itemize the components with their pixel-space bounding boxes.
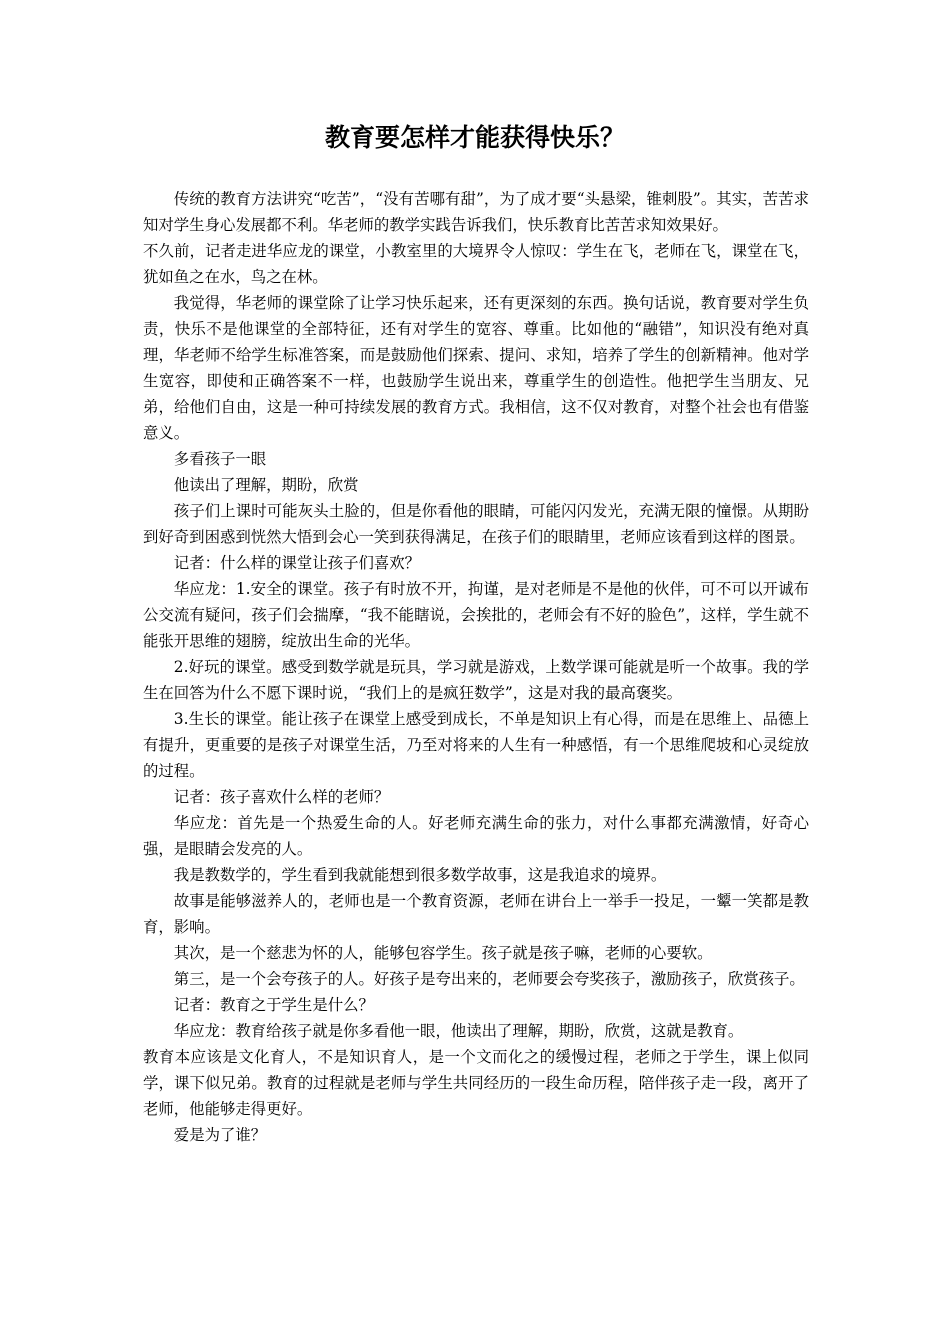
interview-answer: 2.好玩的课堂。感受到数学就是玩具，学习就是游戏，上数学课可能就是听一个故事。我的学生在回答为什么不愿下课时说，“我们上的是疯狂数学”，这是对我的最高褒奖。 xyxy=(143,658,809,702)
paragraph: 我觉得，华老师的课堂除了让学习快乐起来，还有更深刻的东西。换句话说，教育要对学生负责，快乐不是他课堂的全部特征，还有对学生的宽容、尊重。比如他的“融错”，知识没有绝对真理，华老师不给学生标准答案，而是鼓励他们探索、提问、求知，培养了学生的创新精神。他对学生宽容，即使和正确答案不一样，也鼓励学生说出来，尊重学生的创造性。他把学生当朋友、兄弟，给他们自由，这是一种可持续发展的教育方式。我相信，这不仅对教育，对整个社会也有借鉴意义。 xyxy=(143,294,809,442)
paragraph: 我是教数学的，学生看到我就能想到很多数学故事，这是我追求的境界。 xyxy=(173,866,667,884)
interview-answer: 华应龙：1.安全的课堂。孩子有时放不开，拘谨，是对老师是不是他的伙伴，可不可以开诚布公交流有疑问，孩子们会揣摩，“我不能瞎说，会挨批的，老师会有不好的脸色”，这样，学生就不能张开思维的翅膀，绽放出生命的光华。 xyxy=(143,580,809,650)
interview-answer: 3.生长的课堂。能让孩子在课堂上感受到成长，不单是知识上有心得，而是在思维上、品德上有提升，更重要的是孩子对课堂生活，乃至对将来的人生有一种感悟，有一个思维爬坡和心灵绽放的过程。 xyxy=(143,710,809,780)
document-title: 教育要怎样才能获得快乐？ xyxy=(324,123,625,152)
paragraph: 第三，是一个会夸孩子的人。好孩子是夸出来的，老师要会夸奖孩子，激励孩子，欣赏孩子。 xyxy=(173,970,805,988)
paragraph: 故事是能够滋养人的，老师也是一个教育资源，老师在讲台上一举手一投足，一颦一笑都是教育，影响。 xyxy=(143,892,809,936)
paragraph: 不久前，记者走进华应龙的课堂，小教室里的大境界令人惊叹：学生在飞，老师在飞，课堂在飞，犹如鱼之在水，鸟之在林。 xyxy=(143,242,809,286)
interview-question: 记者：教育之于学生是什么？ xyxy=(173,996,374,1014)
section-heading: 爱是为了谁？ xyxy=(173,1126,267,1144)
section-subheading: 他读出了理解，期盼，欣赏 xyxy=(173,476,359,494)
paragraph: 传统的教育方法讲究“吃苦”，“没有苦哪有甜”，为了成才要“头悬梁，锥刺股”。其实，苦苦求知对学生身心发展都不利。华老师的教学实践告诉我们，快乐教育比苦苦求知效果好。 xyxy=(143,190,809,234)
paragraph: 其次，是一个慈悲为怀的人，能够包容学生。孩子就是孩子嘛，老师的心要软。 xyxy=(173,944,713,962)
paragraph: 教育本应该是文化育人，不是知识育人，是一个文而化之的缓慢过程，老师之于学生，课上似同学，课下似兄弟。教育的过程就是老师与学生共同经历的一段生命历程，陪伴孩子走一段，离开了老师，他能够走得更好。 xyxy=(143,1048,809,1118)
section-heading: 多看孩子一眼 xyxy=(173,450,267,468)
interview-answer: 华应龙：教育给孩子就是你多看他一眼，他读出了理解，期盼，欣赏，这就是教育。 xyxy=(173,1022,744,1040)
paragraph: 孩子们上课时可能灰头土脸的，但是你看他的眼睛，可能闪闪发光，充满无限的憧憬。从期盼到好奇到困惑到恍然大悟到会心一笑到获得满足，在孩子们的眼睛里，老师应该看到这样的图景。 xyxy=(143,502,809,546)
document-body xyxy=(143,186,809,1148)
interview-question: 记者：什么样的课堂让孩子们喜欢？ xyxy=(173,554,421,572)
interview-question: 记者：孩子喜欢什么样的老师？ xyxy=(173,788,390,806)
interview-answer: 华应龙：首先是一个热爱生命的人。好老师充满生命的张力，对什么事都充满激情，好奇心强，是眼睛会发亮的人。 xyxy=(143,814,809,858)
